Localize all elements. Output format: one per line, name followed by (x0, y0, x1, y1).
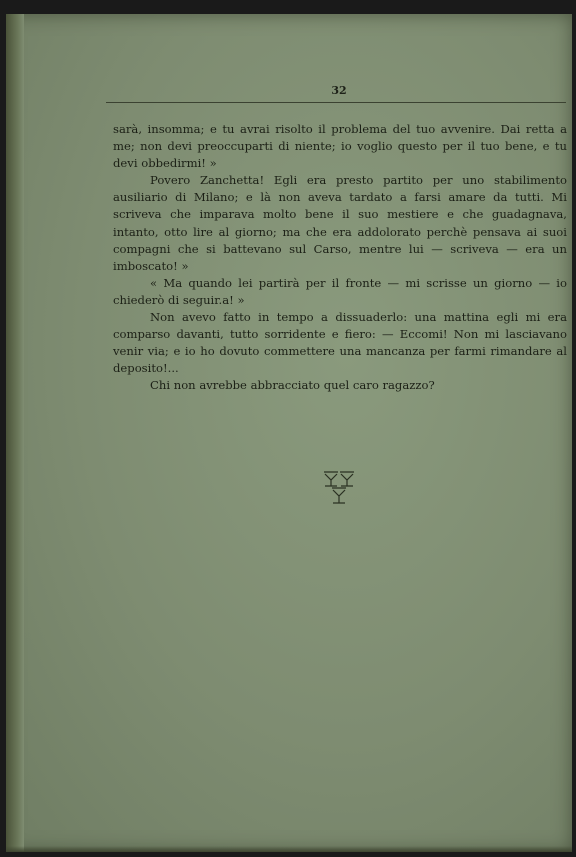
header-rule (106, 102, 566, 103)
book-page (6, 14, 572, 852)
page-number: 32 (331, 84, 347, 97)
page-bottom-edge (6, 846, 572, 852)
paragraph-2: Povero Zanchetta! Egli era presto partito per uno stabilimento ausiliario di Milano; e là non aveva tardato a farsi amare da tutti. Mi scriveva che imparava molto bene il suo mestiere e che guadagnava, intanto, otto lire al giorno; ma che era addolorato perchè pensava ai suoi compagni che si battevano sul Carso, mentre lui — scriveva — era un imboscato! » (113, 173, 567, 273)
paragraph-1: sarà, insomma; e tu avrai risolto il problema del tuo avvenire. Dai retta a me; non devi preoccuparti di niente; io voglio questo per il tuo bene, e tu devi obbedirmi! » (113, 122, 567, 171)
printer-ornament-icon (322, 470, 362, 506)
paragraph-4: Non avevo fatto in tempo a dissuaderlo: una mattina egli mi era comparso davanti, tutto sorridente e fiero: — Eccomi! Non mi lasciavano venir via; e io ho dovuto commettere una mancanza per farmi rimandare al deposito!... (113, 310, 567, 376)
body-text (113, 121, 567, 395)
page-spine-shadow (6, 14, 24, 852)
paragraph-5: Chi non avrebbe abbracciato quel caro ragazzo? (150, 378, 435, 393)
paragraph-3: « Ma quando lei partirà per il fronte — mi scrisse un giorno — io chiederò di seguir.a! » (113, 275, 567, 307)
